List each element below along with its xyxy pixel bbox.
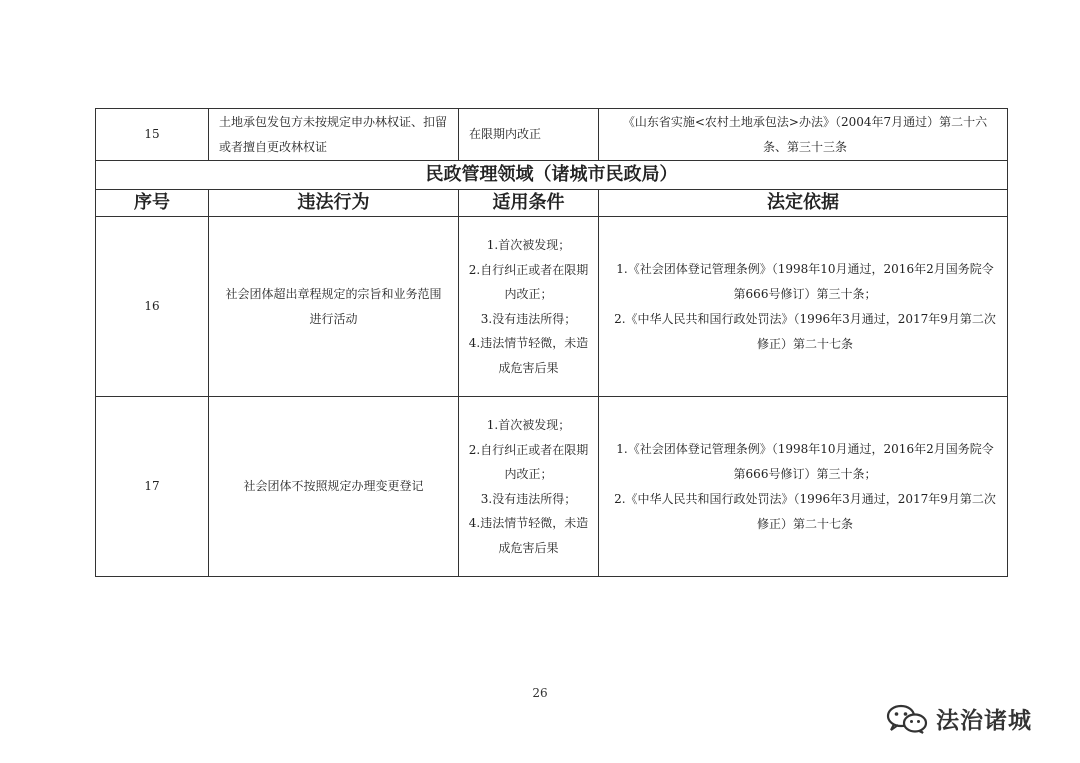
table-row — [96, 397, 1008, 577]
row-number: 15 — [96, 109, 209, 161]
condition-item: 2.自行纠正或者在限期内改正； — [468, 262, 589, 301]
legal-basis-cell — [599, 217, 1008, 397]
header-num: 序号 — [96, 190, 209, 217]
illegal-act-cell: 社会团体超出章程规定的宗旨和业务范围进行活动 — [209, 217, 459, 397]
header-condition: 适用条件 — [459, 190, 599, 217]
legal-basis-item: 2.《中华人民共和国行政处罚法》（1996年3月通过，2017年9月第二次修正）第二十七条 — [614, 491, 996, 531]
illegal-act-cell: 社会团体不按照规定办理变更登记 — [209, 397, 459, 577]
wechat-icon — [886, 704, 928, 734]
legal-basis-item: 1.《社会团体登记管理条例》（1998年10月通过，2016年2月国务院令第666号修订）第三十条； — [616, 441, 994, 481]
legal-basis-item: 1.《社会团体登记管理条例》（1998年10月通过，2016年2月国务院令第666号修订）第三十条； — [616, 261, 994, 301]
watermark-text: 法治诸城 — [936, 708, 1032, 734]
condition-item: 1.首次被发现； — [486, 418, 571, 432]
condition-item: 4.违法情节轻微，未造成危害后果 — [468, 336, 589, 375]
legal-basis-cell — [599, 397, 1008, 577]
condition-item: 3.没有违法所得； — [480, 311, 577, 326]
illegal-act-cell: 土地承包发包方未按规定申办林权证、扣留或者擅自更改林权证 — [209, 109, 459, 161]
condition-item: 1.首次被发现； — [486, 238, 571, 252]
legal-basis-list — [611, 257, 999, 357]
section-title: 民政管理领域（诸城市民政局） — [96, 161, 1008, 190]
legal-basis-item: 2.《中华人民共和国行政处罚法》（1996年3月通过，2017年9月第二次修正）第二十七条 — [614, 311, 996, 351]
section-title-row — [96, 161, 1008, 190]
table-row — [96, 217, 1008, 397]
condition-item: 2.自行纠正或者在限期内改正； — [468, 442, 589, 481]
legal-basis-list — [611, 437, 999, 537]
condition-list — [467, 233, 590, 380]
condition-item: 4.违法情节轻微，未造成危害后果 — [468, 516, 589, 555]
condition-list — [467, 413, 590, 560]
condition-cell: 在限期内改正 — [459, 109, 599, 161]
page-number: 26 — [532, 686, 548, 700]
header-row — [96, 190, 1008, 217]
row-number: 17 — [96, 397, 209, 577]
row-number: 16 — [96, 217, 209, 397]
penalty-exemption-table — [95, 108, 1008, 577]
header-basis: 法定依据 — [599, 190, 1008, 217]
condition-cell — [459, 397, 599, 577]
condition-cell — [459, 217, 599, 397]
condition-item: 3.没有违法所得； — [480, 491, 577, 506]
header-act: 违法行为 — [209, 190, 459, 217]
wechat-watermark — [886, 702, 1032, 735]
table-row — [96, 109, 1008, 161]
legal-basis-cell: 《山东省实施<农村土地承包法>办法》（2004年7月通过）第二十六条、第三十三条 — [599, 109, 1008, 161]
